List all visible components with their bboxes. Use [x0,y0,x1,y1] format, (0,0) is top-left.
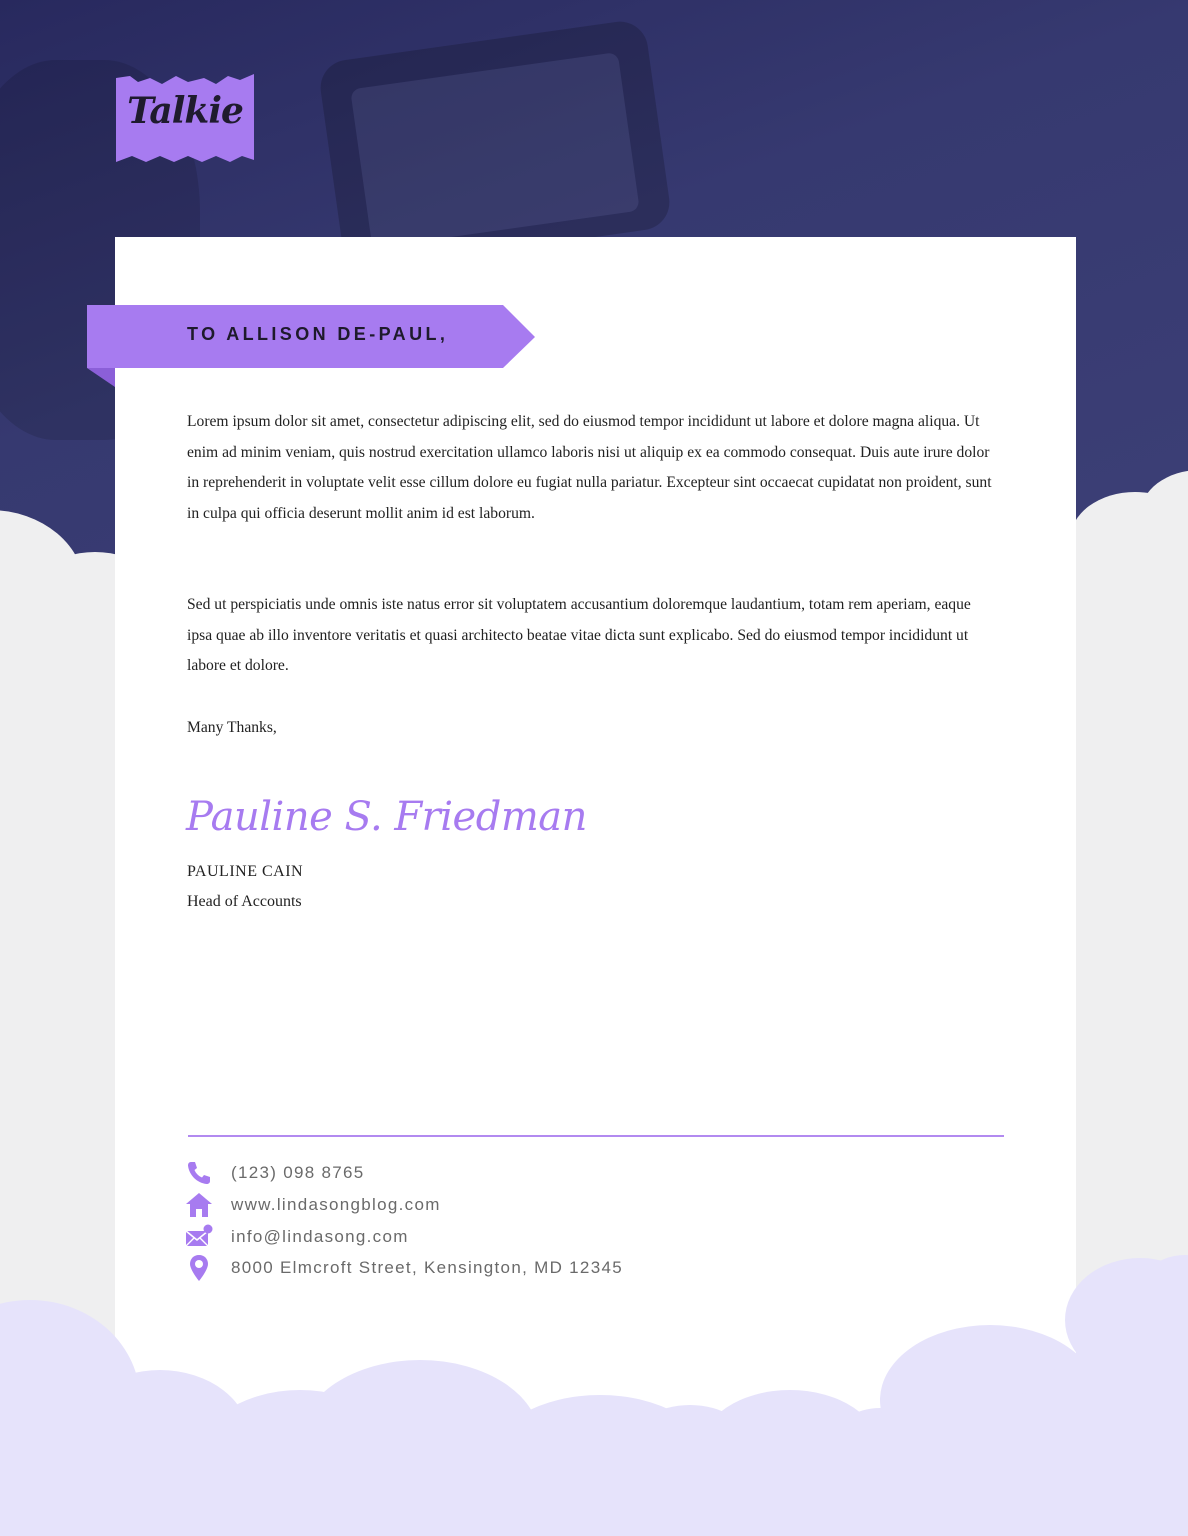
website-link[interactable]: www.lindasongblog.com [231,1195,441,1214]
mail-icon [185,1223,213,1251]
footer-divider [188,1135,1004,1137]
contact-email [185,1223,409,1251]
ribbon-shape [87,305,535,387]
contact-website [185,1191,441,1219]
contact-address [185,1254,623,1282]
letter-paragraph-1: Lorem ipsum dolor sit amet, consectetur adipiscing elit, sed do eiusmod tempor incididunt ut labore et dolore magna aliqua. Ut enim ad minim veniam, quis nostrud exercitation ullamco laboris nisi ut aliquip ex ea commodo consequat. Duis aute irure dolor in reprehenderit in voluptate velit esse cillum dolore eu fugiat nulla pariatur. Excepteur sint occaecat cupidatat non proident, sunt in culpa qui officia deserunt mollit anim id est laborum. [187,413,992,522]
talkie-logo [116,72,254,168]
location-pin-icon [185,1254,213,1282]
letter-closing: Many Thanks, [187,719,277,736]
home-icon [185,1191,213,1219]
letter-paragraph-2: Sed ut perspiciatis unde omnis iste natus error sit voluptatem accusantium doloremque laudantium, totam rem aperiam, eaque ipsa quae ab illo inventore veritatis et quasi architecto beatae vitae dicta sunt explicabo. Sed do eiusmod tempor incididunt ut labore et dolore. [187,596,971,674]
phone-text[interactable]: (123) 098 8765 [231,1163,365,1182]
logo-text: Talkie [127,90,243,132]
email-link[interactable]: info@lindasong.com [231,1227,409,1246]
recipient-heading: TO ALLISON DE-PAUL, [187,324,449,344]
handwritten-signature: Pauline S. Friedman [186,794,587,840]
contact-phone [185,1159,365,1187]
signer-name: PAULINE CAIN [187,863,304,880]
recipient-ribbon [87,305,535,387]
phone-icon [185,1159,213,1187]
address-text: 8000 Elmcroft Street, Kensington, MD 12345 [231,1258,623,1277]
signer-title: Head of Accounts [187,893,302,910]
